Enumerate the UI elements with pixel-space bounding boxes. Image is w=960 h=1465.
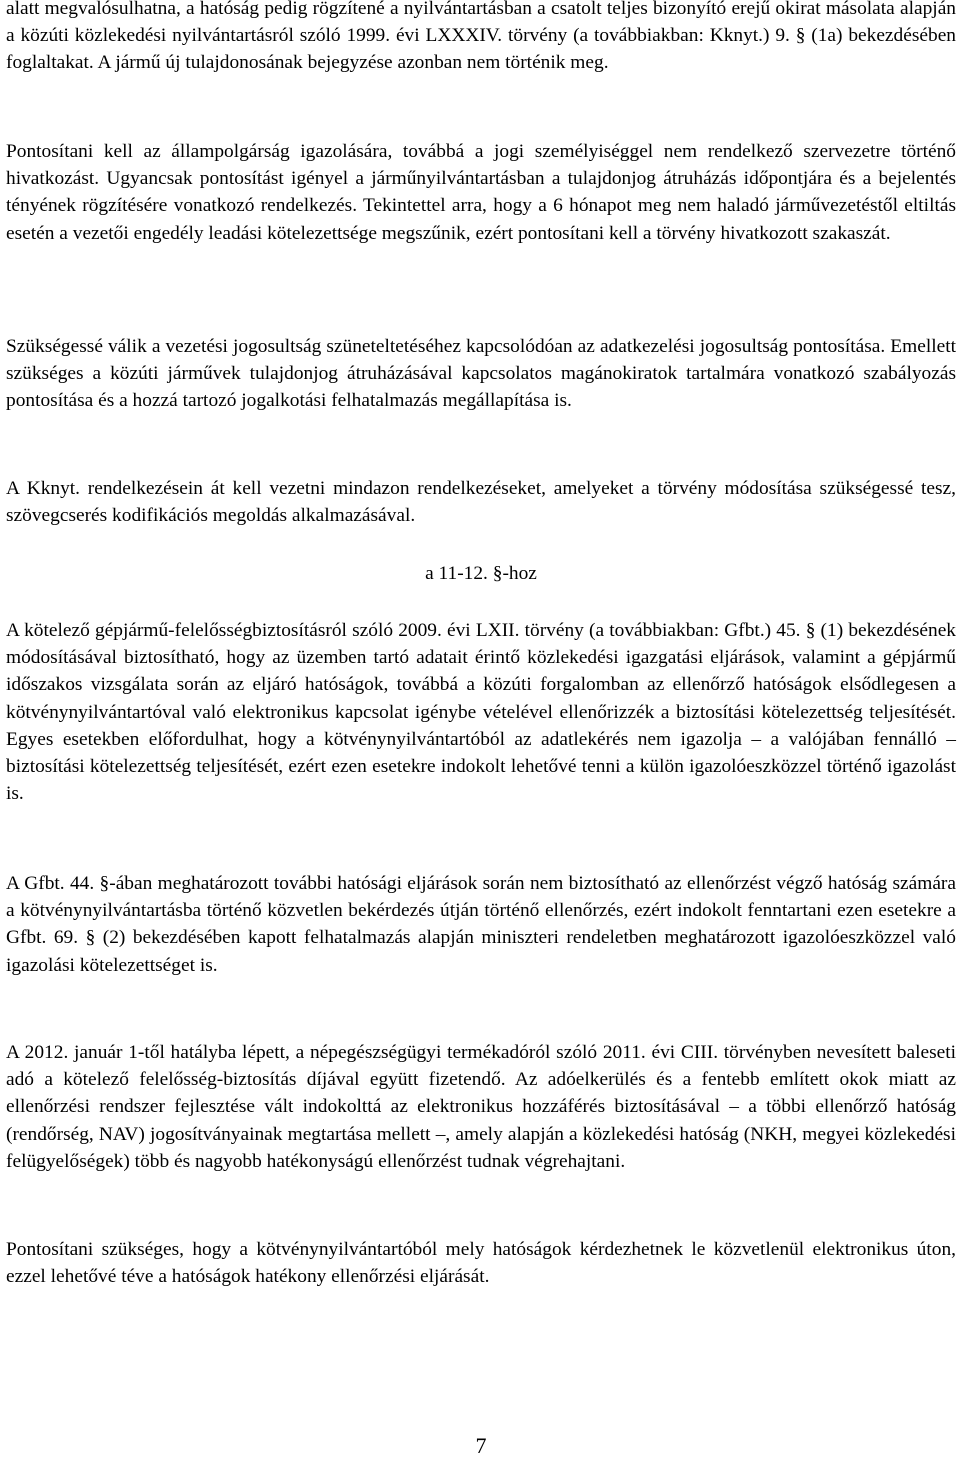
paragraph-gfbt-45: A kötelező gépjármű-felelősségbiztosításról szóló 2009. évi LXII. törvény (a továbbiakban: Gfbt.) 45. § (1) bekezdésének módosításával biztosítható, hogy az üzemben tartó adatait érintő közlekedési igazgatási eljárások, valamint a gépjármű időszakos vizsgálata során az eljáró hatóságok, továbbá a közúti forgalomban az ellenőrző hatóságok elsődlegesen a kötvénynyilvántartóval való elektronikus kapcsolat igénybe vételével ellenőrizzék a biztosítási kötelezettség teljesítését. Egyes esetekben előfordulhat, hogy a kötvénynyilvántartóból az adatlekérés nem igazolja – a valójában fennálló – biztosítási kötelezettség teljesítését, ezért ezen esetekre indokolt lehetővé tenni a külön igazolóeszközzel történő igazolást is. — [6, 620, 956, 805]
paragraph-kknyt-amendments: A Kknyt. rendelkezésein át kell vezetni mindazon rendelkezéseket, amelyeket a törvény módosítása szükségessé tesz, szövegcserés kodifikációs megoldás alkalmazásával. — [6, 478, 956, 527]
paragraph-authorities-access: Pontosítani szükséges, hogy a kötvénynyilvántartóból mely hatóságok kérdezhetnek le közvetlenül elektronikus úton, ezzel lehetővé téve a hatóságok hatékony ellenőrzési eljárását. — [6, 1239, 956, 1288]
paragraph-accident-tax: A 2012. január 1-től hatályba lépett, a népegészségügyi termékadóról szóló 2011. évi CIII. törvényben nevesített baleseti adó a kötelező felelősség-biztosítás díjával együtt fizetendő. Az adóelkerülés és a fentebb említett okok miatt az ellenőrzési rendszer fejlesztése vált indokolttá az elektronikus hozzáférés biztosításával – a többi ellenőrző hatóság (rendőrség, NAV) jogosítványainak megtartása mellett –, amely alapján a közlekedési hatóság (NKH, megyei közlekedési felügyelőségek) több és nagyobb hatékonyságú ellenőrzést tudnak végrehajtani. — [6, 1042, 956, 1172]
page-number: 7 — [475, 1433, 487, 1458]
section-heading: a 11-12. §-hoz — [425, 563, 537, 584]
paragraph-kknyt-registration: alatt megvalósulhatna, a hatóság pedig rögzítené a nyilvántartásban a csatolt teljes bizonyító erejű okirat másolata alapján a közúti közlekedési nyilvántartásról szóló 1999. évi LXXXIV. törvény (a továbbiakban: Kknyt.) 9. § (1a) bekezdésében foglaltakat. A jármű új tulajdonosának bejegyzése azonban nem történik meg. — [6, 0, 956, 74]
paragraph-gfbt-44: A Gfbt. 44. §-ában meghatározott további hatósági eljárások során nem biztosítható az ellenőrzést végző hatóság számára a kötvénynyilvántartásba történő közvetlen bekérdezés útján történő ellenőrzés, ezért indokolt fenntartani ezen esetekre a Gfbt. 69. § (2) bekezdésében kapott felhatalmazás alapján miniszteri rendeletben meghatározott igazolóeszközzel való igazolási kötelezettséget is. — [6, 873, 956, 976]
paragraph-citizenship-clarification: Pontosítani kell az állampolgárság igazolására, továbbá a jogi személyiséggel nem rendelkező szervezetre történő hivatkozást. Ugyancsak pontosítást igényel a járműnyilvántartásban a tulajdonjog átruházás időpontjára és a bejelentés tényének rögzítésére vonatkozó rendelkezés. Tekintettel arra, hogy a 6 hónapot meg nem haladó járművezetéstől eltiltás esetén a vezetői engedély leadási kötelezettsége megszűnik, ezért pontosítani kell a törvény hivatkozott szakaszát. — [6, 141, 956, 244]
paragraph-driving-suspension: Szükségessé válik a vezetési jogosultság szüneteltetéséhez kapcsolódóan az adatkezelési jogosultság pontosítása. Emellett szükséges a közúti járművek tulajdonjog átruházásával kapcsolatos magánokiratok tartalmára vonatkozó szabályozás pontosítása és a hozzá tartozó jogalkotási felhatalmazás megállapítása is. — [6, 336, 956, 412]
